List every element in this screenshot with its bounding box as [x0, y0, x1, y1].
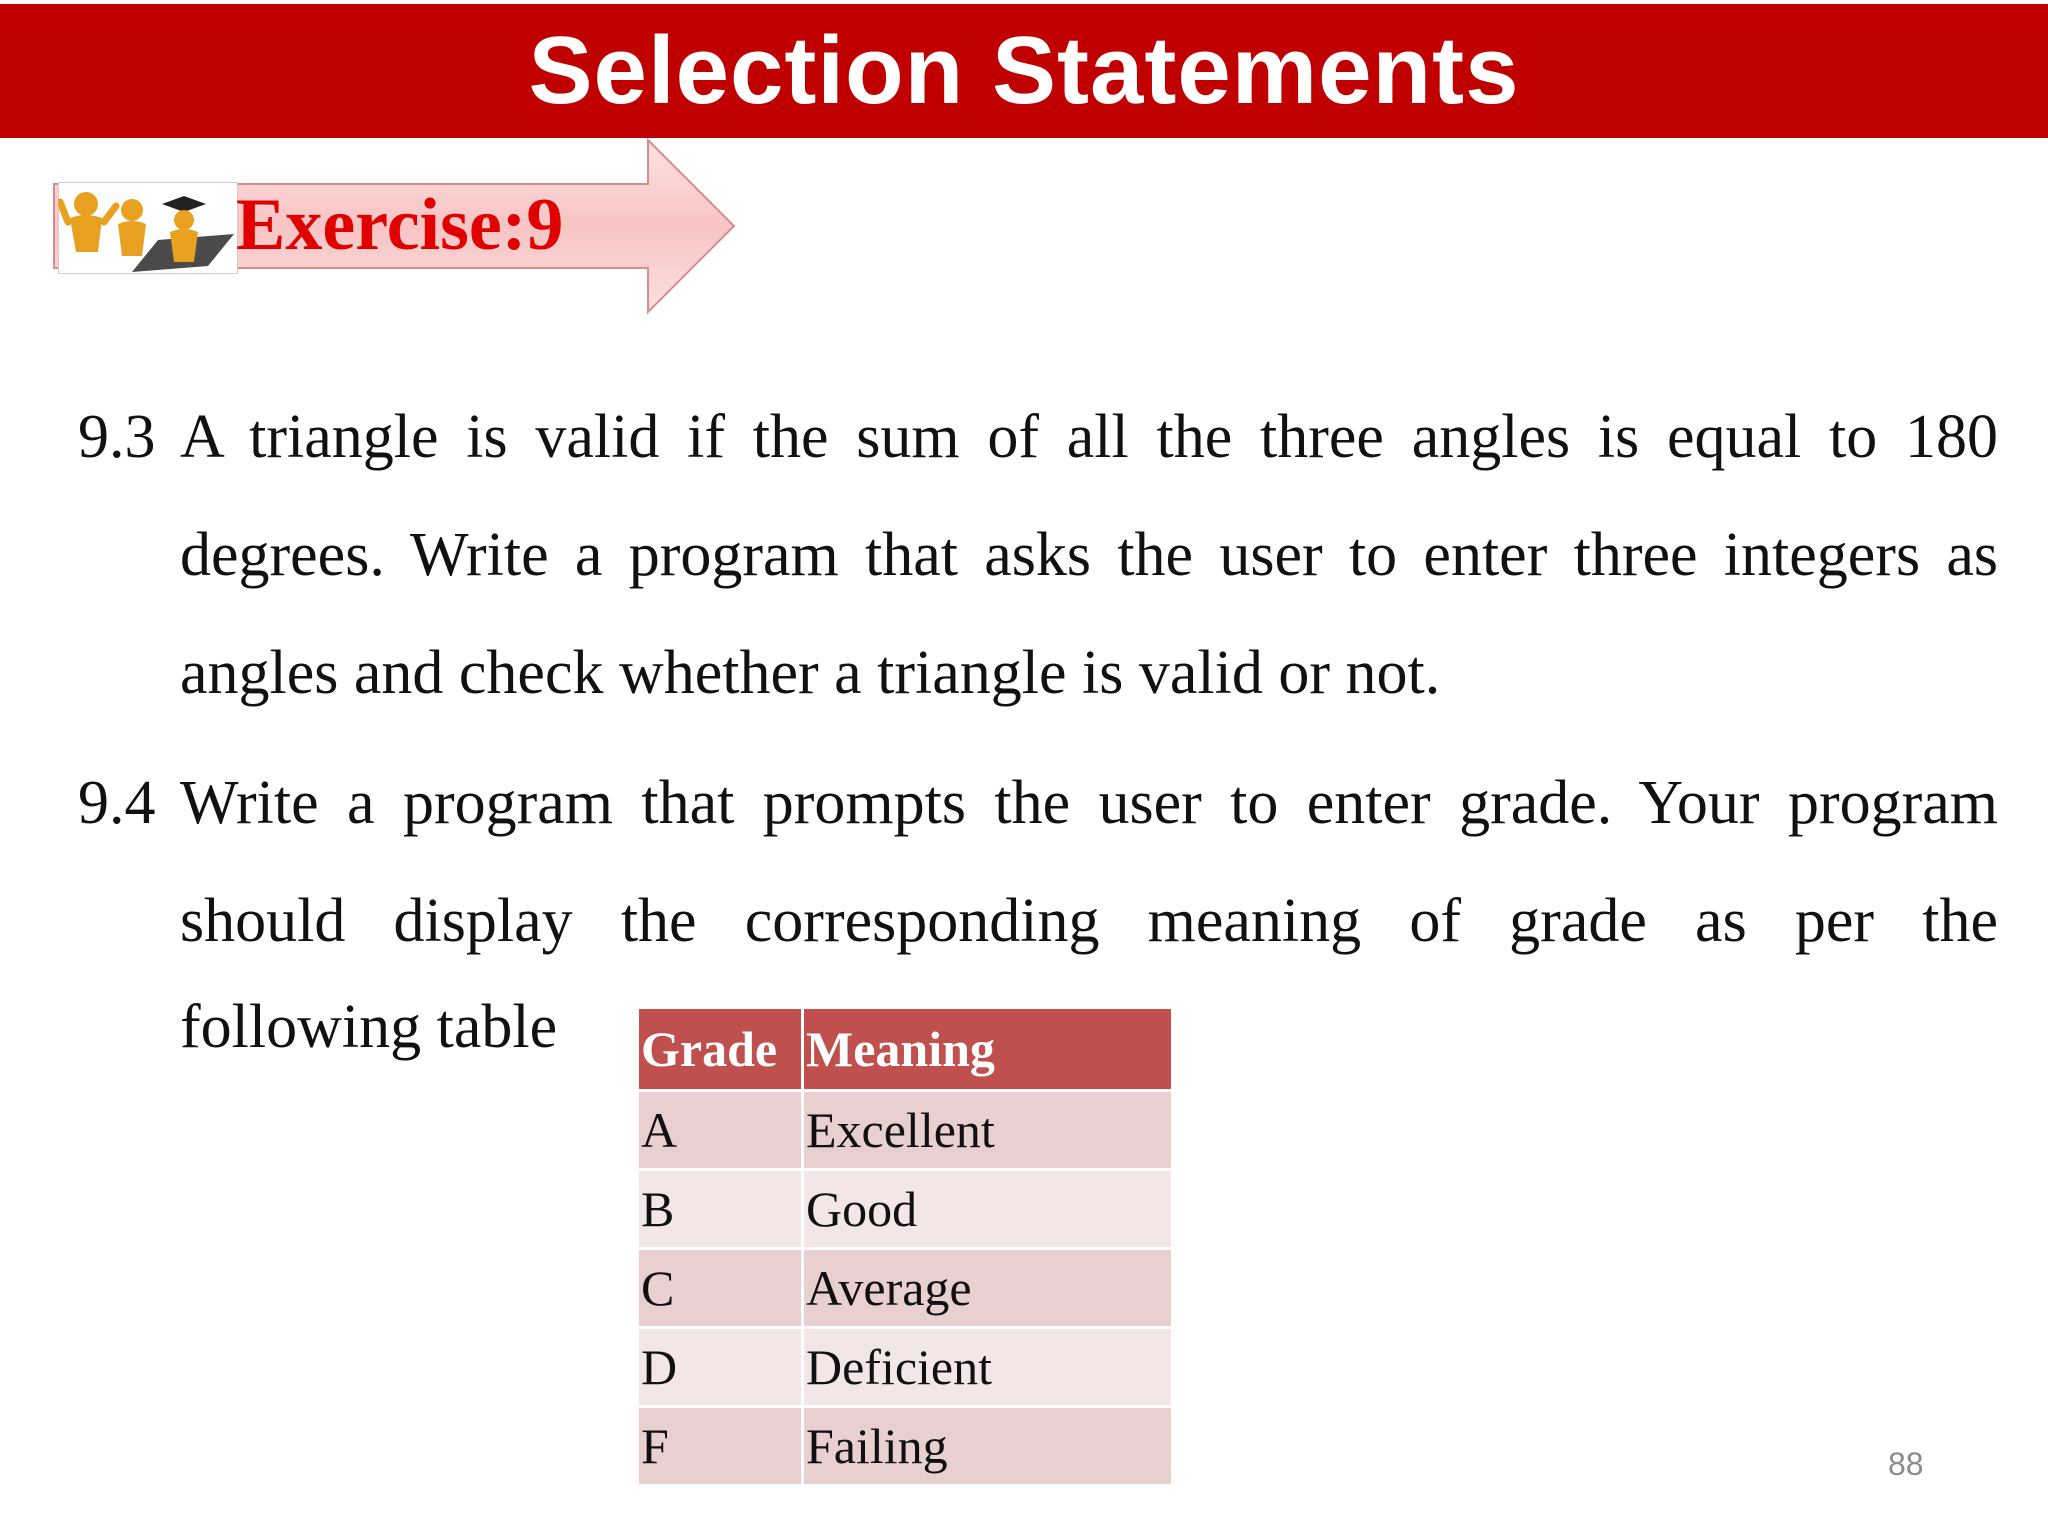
page-number: 88 [1888, 1446, 1924, 1482]
question-9-3-number: 9.3 [78, 403, 156, 471]
meaning-cell: Average [803, 1249, 1173, 1328]
slide-title: Selection Statements [528, 17, 1520, 124]
grade-cell: D [638, 1328, 803, 1407]
question-9-4-number: 9.4 [78, 769, 156, 837]
table-row [638, 1091, 1173, 1170]
grade-cell: F [638, 1407, 803, 1486]
question-9-4-line-1: 9.4 Write a program that prompts the user to enter grade. Your program [78, 744, 1998, 862]
graduation-figures-icon [58, 182, 238, 274]
question-9-4 [78, 744, 1998, 980]
question-9-4-line-2: should display the corresponding meaning of grade as per the [180, 887, 1998, 955]
question-9-3 [78, 378, 1998, 732]
meaning-cell: Good [803, 1170, 1173, 1249]
grade-cell: B [638, 1170, 803, 1249]
grade-table-header-row [638, 1008, 1173, 1091]
grade-table [636, 1006, 1174, 1487]
table-row [638, 1328, 1173, 1407]
grade-cell: A [638, 1091, 803, 1170]
question-9-3-line-2: degrees. Write a program that asks the user to enter three integers as [180, 521, 1998, 589]
table-row [638, 1170, 1173, 1249]
title-bar [0, 4, 2048, 138]
question-9-4-line-3: following table [180, 993, 558, 1061]
question-9-3-line-3: angles and check whether a triangle is valid or not. [180, 639, 1441, 707]
meaning-cell: Failing [803, 1407, 1173, 1486]
meaning-cell: Excellent [803, 1091, 1173, 1170]
grade-cell: C [638, 1249, 803, 1328]
grade-column-header: Grade [638, 1008, 803, 1091]
meaning-column-header: Meaning [803, 1008, 1173, 1091]
exercise-label: Exercise:9 [236, 184, 564, 266]
table-row [638, 1249, 1173, 1328]
question-9-3-line-1: 9.3 A triangle is valid if the sum of all the three angles is equal to 180 [78, 378, 1998, 496]
table-row [638, 1407, 1173, 1486]
meaning-cell: Deficient [803, 1328, 1173, 1407]
exercise-banner [52, 138, 742, 318]
